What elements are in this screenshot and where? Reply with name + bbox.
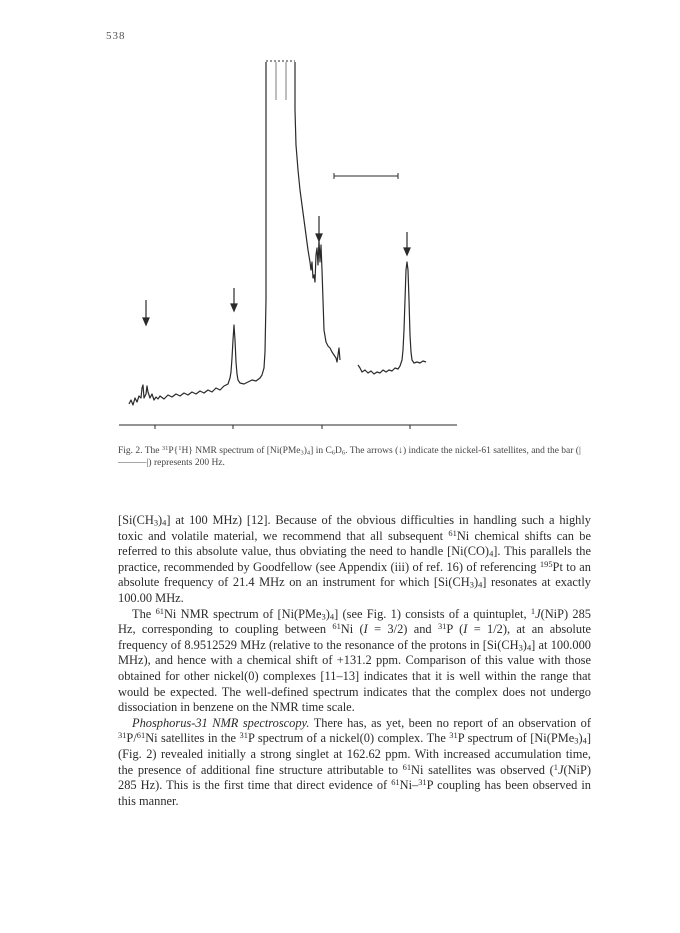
arrow-down-icon bbox=[231, 304, 237, 311]
figure-caption: Fig. 2. The $^{31}$P{$^1$H} NMR spectrum of $[Ni(PMe_3)_4]$ in $C_6D_6$. The arrows (↓) indicate the nickel-61 satellites, and the bar (|———|) represents 200 Hz. bbox=[118, 445, 581, 468]
scale-bar-200hz bbox=[334, 173, 398, 179]
nmr-spectrum-figure bbox=[0, 0, 680, 440]
paragraph: $[Si(CH_3)_4]$ at 100 MHz) [12]. Because of the obvious difficulties in handling such a highly toxic and volatile material, we recommend that all subsequent $^{61}$Ni chemical shifts can be referred to this absolute value, thus obviating the need to handle $[Ni(CO)_4]$. This parallels the practice, recommended by Goodfellow (see Appendix (iii) of ref. 16) of referencing $^{195}$Pt to an absolute frequency of 21.4 MHz on an instrument for which $[Si(CH_3)_4]$ resonates at exactly 100.00 MHz. bbox=[118, 513, 591, 605]
satellite-arrows bbox=[143, 216, 410, 325]
arrow-down-icon bbox=[143, 318, 149, 325]
page-number: 538 bbox=[106, 30, 126, 42]
frequency-axis bbox=[119, 425, 457, 429]
arrow-down-icon bbox=[316, 234, 322, 241]
arrow-down-icon bbox=[404, 248, 410, 255]
spectrum-trace bbox=[129, 62, 426, 405]
paragraph: The $^{61}$Ni NMR spectrum of $[Ni(PMe_3)_4]$ (see Fig. 1) consists of a quintuplet, $^1$J(NiP) 285 Hz, corresponding to coupling between $^{61}$Ni (I = 3/2) and $^{31}$P (I = 1/2), at an absolute frequency of 8.9512529 MHz (relative to the resonance of the protons in $[Si(CH_3)_4]$ at 100.000 MHz), and hence with a chemical shift of +131.2 ppm. Comparison of this value with those obtained for other nickel(0) complexes [11–13] indicates that it is well within the range that would be expected. The well-defined spectrum indicates that the complex does not undergo dissociation in benzene on the NMR time scale. bbox=[118, 605, 592, 715]
body-text bbox=[118, 513, 591, 809]
paragraph: Phosphorus-31 NMR spectroscopy. There has, as yet, been no report of an observation of $^{31}$P/$^{61}$Ni satellites in the $^{31}$P spectrum of a nickel(0) complex. The $^{31}$P spectrum of $[Ni(PMe_3)_4]$ (Fig. 2) revealed initially a strong singlet at 162.62 ppm. With increased accumulation time, the presence of additional fine structure attributable to $^{61}$Ni satellites was observed ($^1$J(NiP) 285 Hz). This is the first time that direct evidence of $^{61}$Ni–$^{31}$P coupling has been observed in this manner. bbox=[118, 715, 591, 808]
section-heading: Phosphorus-31 NMR spectroscopy. bbox=[132, 715, 310, 730]
